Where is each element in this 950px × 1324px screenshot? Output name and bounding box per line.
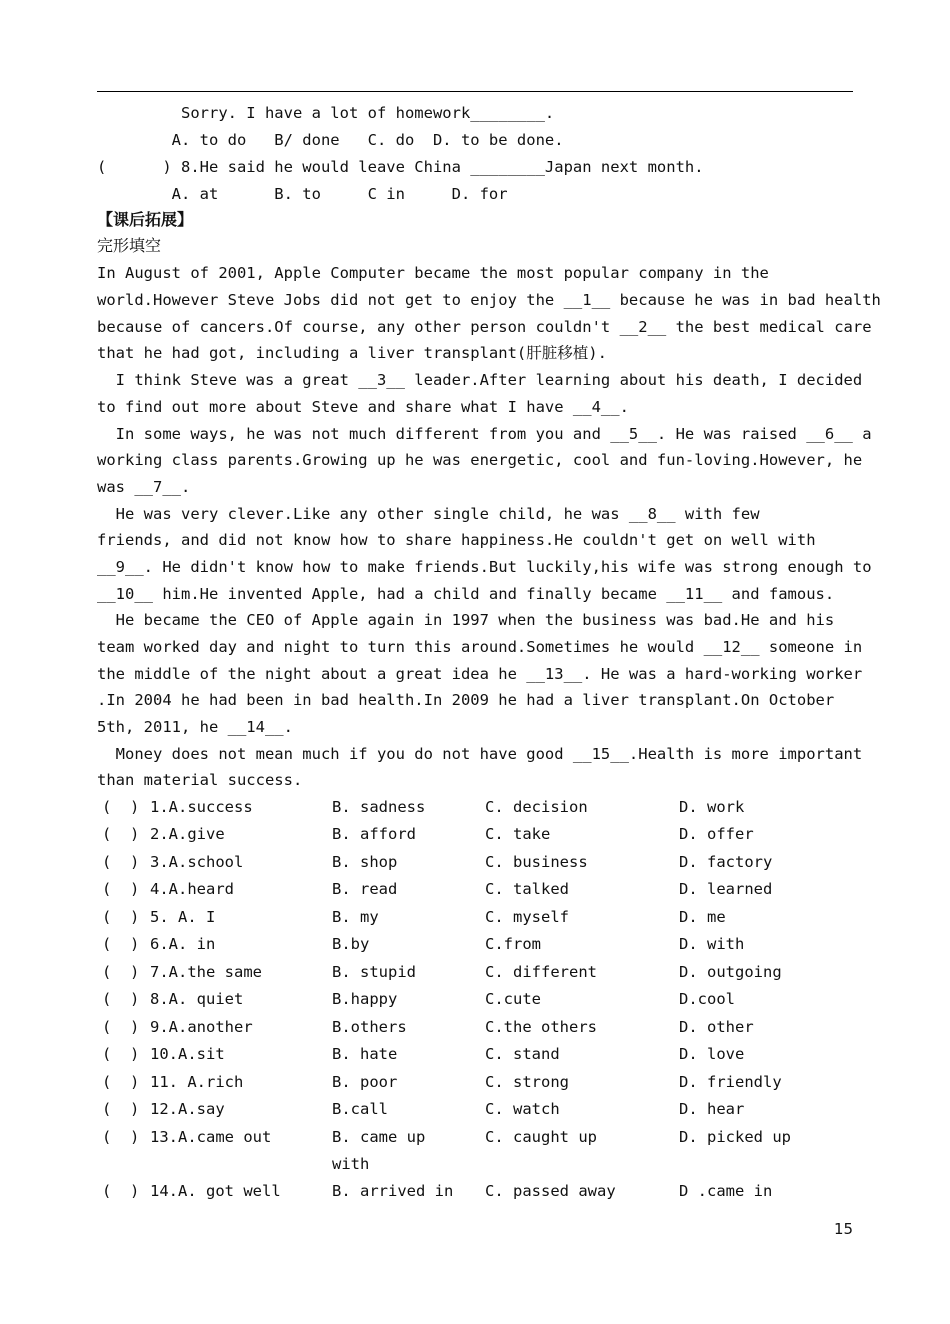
option-d: D. other <box>679 1018 754 1036</box>
option-b: B.by <box>332 935 370 953</box>
passage-line: the middle of the night about a great idea he __13__. He was a hard-working worker <box>97 665 863 683</box>
option-d: D. learned <box>679 880 773 898</box>
passage-line: In August of 2001, Apple Computer became the most popular company in the <box>97 264 769 282</box>
option-num: 11. A.rich <box>150 1073 244 1091</box>
option-c: C. strong <box>485 1073 569 1091</box>
option-c: C.cute <box>485 990 541 1008</box>
passage-line: I think Steve was a great __3__ leader.After learning about his death, I decided <box>97 371 863 389</box>
passage-line: world.However Steve Jobs did not get to enjoy the __1__ because he was in bad health <box>97 291 881 309</box>
option-d: D. work <box>679 798 745 816</box>
top-line-4: A. at B. to C in D. for <box>97 185 508 203</box>
passage-line: He was very clever.Like any other single child, he was __8__ with few <box>97 505 760 523</box>
option-b: B. read <box>332 880 398 898</box>
option-d: D .came in <box>679 1182 773 1200</box>
passage-line: __9__. He didn't know how to make friends.But luckily,his wife was strong enough to <box>97 558 872 576</box>
option-c: C. talked <box>485 880 569 898</box>
option-b: B.happy <box>332 990 398 1008</box>
option-num: 5. A. I <box>150 908 216 926</box>
passage-line: that he had got, including a liver transplant(肝脏移植). <box>97 344 607 362</box>
option-d: D. love <box>679 1045 745 1063</box>
option-b: with <box>332 1155 370 1173</box>
option-num: 13.A.came out <box>150 1128 272 1146</box>
option-paren: ( ) <box>102 1073 140 1091</box>
passage-line: team worked day and night to turn this around.Sometimes he would __12__ someone in <box>97 638 863 656</box>
option-c: C. take <box>485 825 551 843</box>
option-c: C. different <box>485 963 597 981</box>
option-c: C. passed away <box>485 1182 616 1200</box>
passage-line: was __7__. <box>97 478 191 496</box>
option-c: C. watch <box>485 1100 560 1118</box>
option-b: B. stupid <box>332 963 416 981</box>
option-paren: ( ) <box>102 935 140 953</box>
option-d: D. picked up <box>679 1128 791 1146</box>
option-d: D. friendly <box>679 1073 782 1091</box>
option-b: B.others <box>332 1018 407 1036</box>
passage-line: .In 2004 he had been in bad health.In 2009 he had a liver transplant.On October <box>97 691 835 709</box>
option-b: B. afford <box>332 825 416 843</box>
option-c: C.from <box>485 935 541 953</box>
option-paren: ( ) <box>102 825 140 843</box>
option-b: B. my <box>332 908 379 926</box>
option-paren: ( ) <box>102 1128 140 1146</box>
option-paren: ( ) <box>102 963 140 981</box>
option-d: D. factory <box>679 853 773 871</box>
option-num: 7.A.the same <box>150 963 262 981</box>
option-b: B. poor <box>332 1073 398 1091</box>
option-paren: ( ) <box>102 1100 140 1118</box>
option-b: B. hate <box>332 1045 398 1063</box>
option-num: 14.A. got well <box>150 1182 281 1200</box>
section-subheading: 完形填空 <box>97 236 162 255</box>
header-rule <box>97 91 853 92</box>
option-c: C. myself <box>485 908 569 926</box>
option-paren: ( ) <box>102 1045 140 1063</box>
top-line-1: Sorry. I have a lot of homework________. <box>97 104 555 122</box>
section-heading: 【课后拓展】 <box>97 210 194 229</box>
option-paren: ( ) <box>102 880 140 898</box>
passage-line: In some ways, he was not much different from you and __5__. He was raised __6__ a <box>97 425 872 443</box>
page-number: 15 <box>834 1220 854 1238</box>
option-num: 1.A.success <box>150 798 253 816</box>
option-b: B. sadness <box>332 798 426 816</box>
option-num: 12.A.say <box>150 1100 225 1118</box>
top-line-3: ( ) 8.He said he would leave China ________Japan next month. <box>97 158 704 176</box>
option-b: B.call <box>332 1100 388 1118</box>
option-paren: ( ) <box>102 990 140 1008</box>
option-b: B. came up <box>332 1128 426 1146</box>
option-c: C. caught up <box>485 1128 597 1146</box>
option-b: B. arrived in <box>332 1182 454 1200</box>
passage-line: __10__ him.He invented Apple, had a child and finally became __11__ and famous. <box>97 585 835 603</box>
passage-line: because of cancers.Of course, any other person couldn't __2__ the best medical care <box>97 318 872 336</box>
option-d: D. with <box>679 935 745 953</box>
option-num: 3.A.school <box>150 853 244 871</box>
option-num: 8.A. quiet <box>150 990 244 1008</box>
option-d: D. me <box>679 908 726 926</box>
option-num: 6.A. in <box>150 935 216 953</box>
passage-line: to find out more about Steve and share what I have __4__. <box>97 398 629 416</box>
option-num: 2.A.give <box>150 825 225 843</box>
option-c: C. business <box>485 853 588 871</box>
option-d: D.cool <box>679 990 735 1008</box>
option-paren: ( ) <box>102 1182 140 1200</box>
option-paren: ( ) <box>102 798 140 816</box>
option-c: C. decision <box>485 798 588 816</box>
passage-line: working class parents.Growing up he was energetic, cool and fun-loving.However, he <box>97 451 863 469</box>
passage-line: He became the CEO of Apple again in 1997 when the business was bad.He and his <box>97 611 835 629</box>
option-d: D. offer <box>679 825 754 843</box>
option-b: B. shop <box>332 853 398 871</box>
option-num: 10.A.sit <box>150 1045 225 1063</box>
passage-line: Money does not mean much if you do not have good __15__.Health is more important <box>97 745 863 763</box>
option-num: 4.A.heard <box>150 880 234 898</box>
option-paren: ( ) <box>102 908 140 926</box>
top-line-2: A. to do B/ done C. do D. to be done. <box>97 131 564 149</box>
passage-line: friends, and did not know how to share happiness.He couldn't get on well with <box>97 531 816 549</box>
option-paren: ( ) <box>102 853 140 871</box>
option-paren: ( ) <box>102 1018 140 1036</box>
option-c: C.the others <box>485 1018 597 1036</box>
passage-line: than material success. <box>97 771 303 789</box>
passage-line: 5th, 2011, he __14__. <box>97 718 293 736</box>
option-num: 9.A.another <box>150 1018 253 1036</box>
option-d: D. hear <box>679 1100 745 1118</box>
option-d: D. outgoing <box>679 963 782 981</box>
option-c: C. stand <box>485 1045 560 1063</box>
